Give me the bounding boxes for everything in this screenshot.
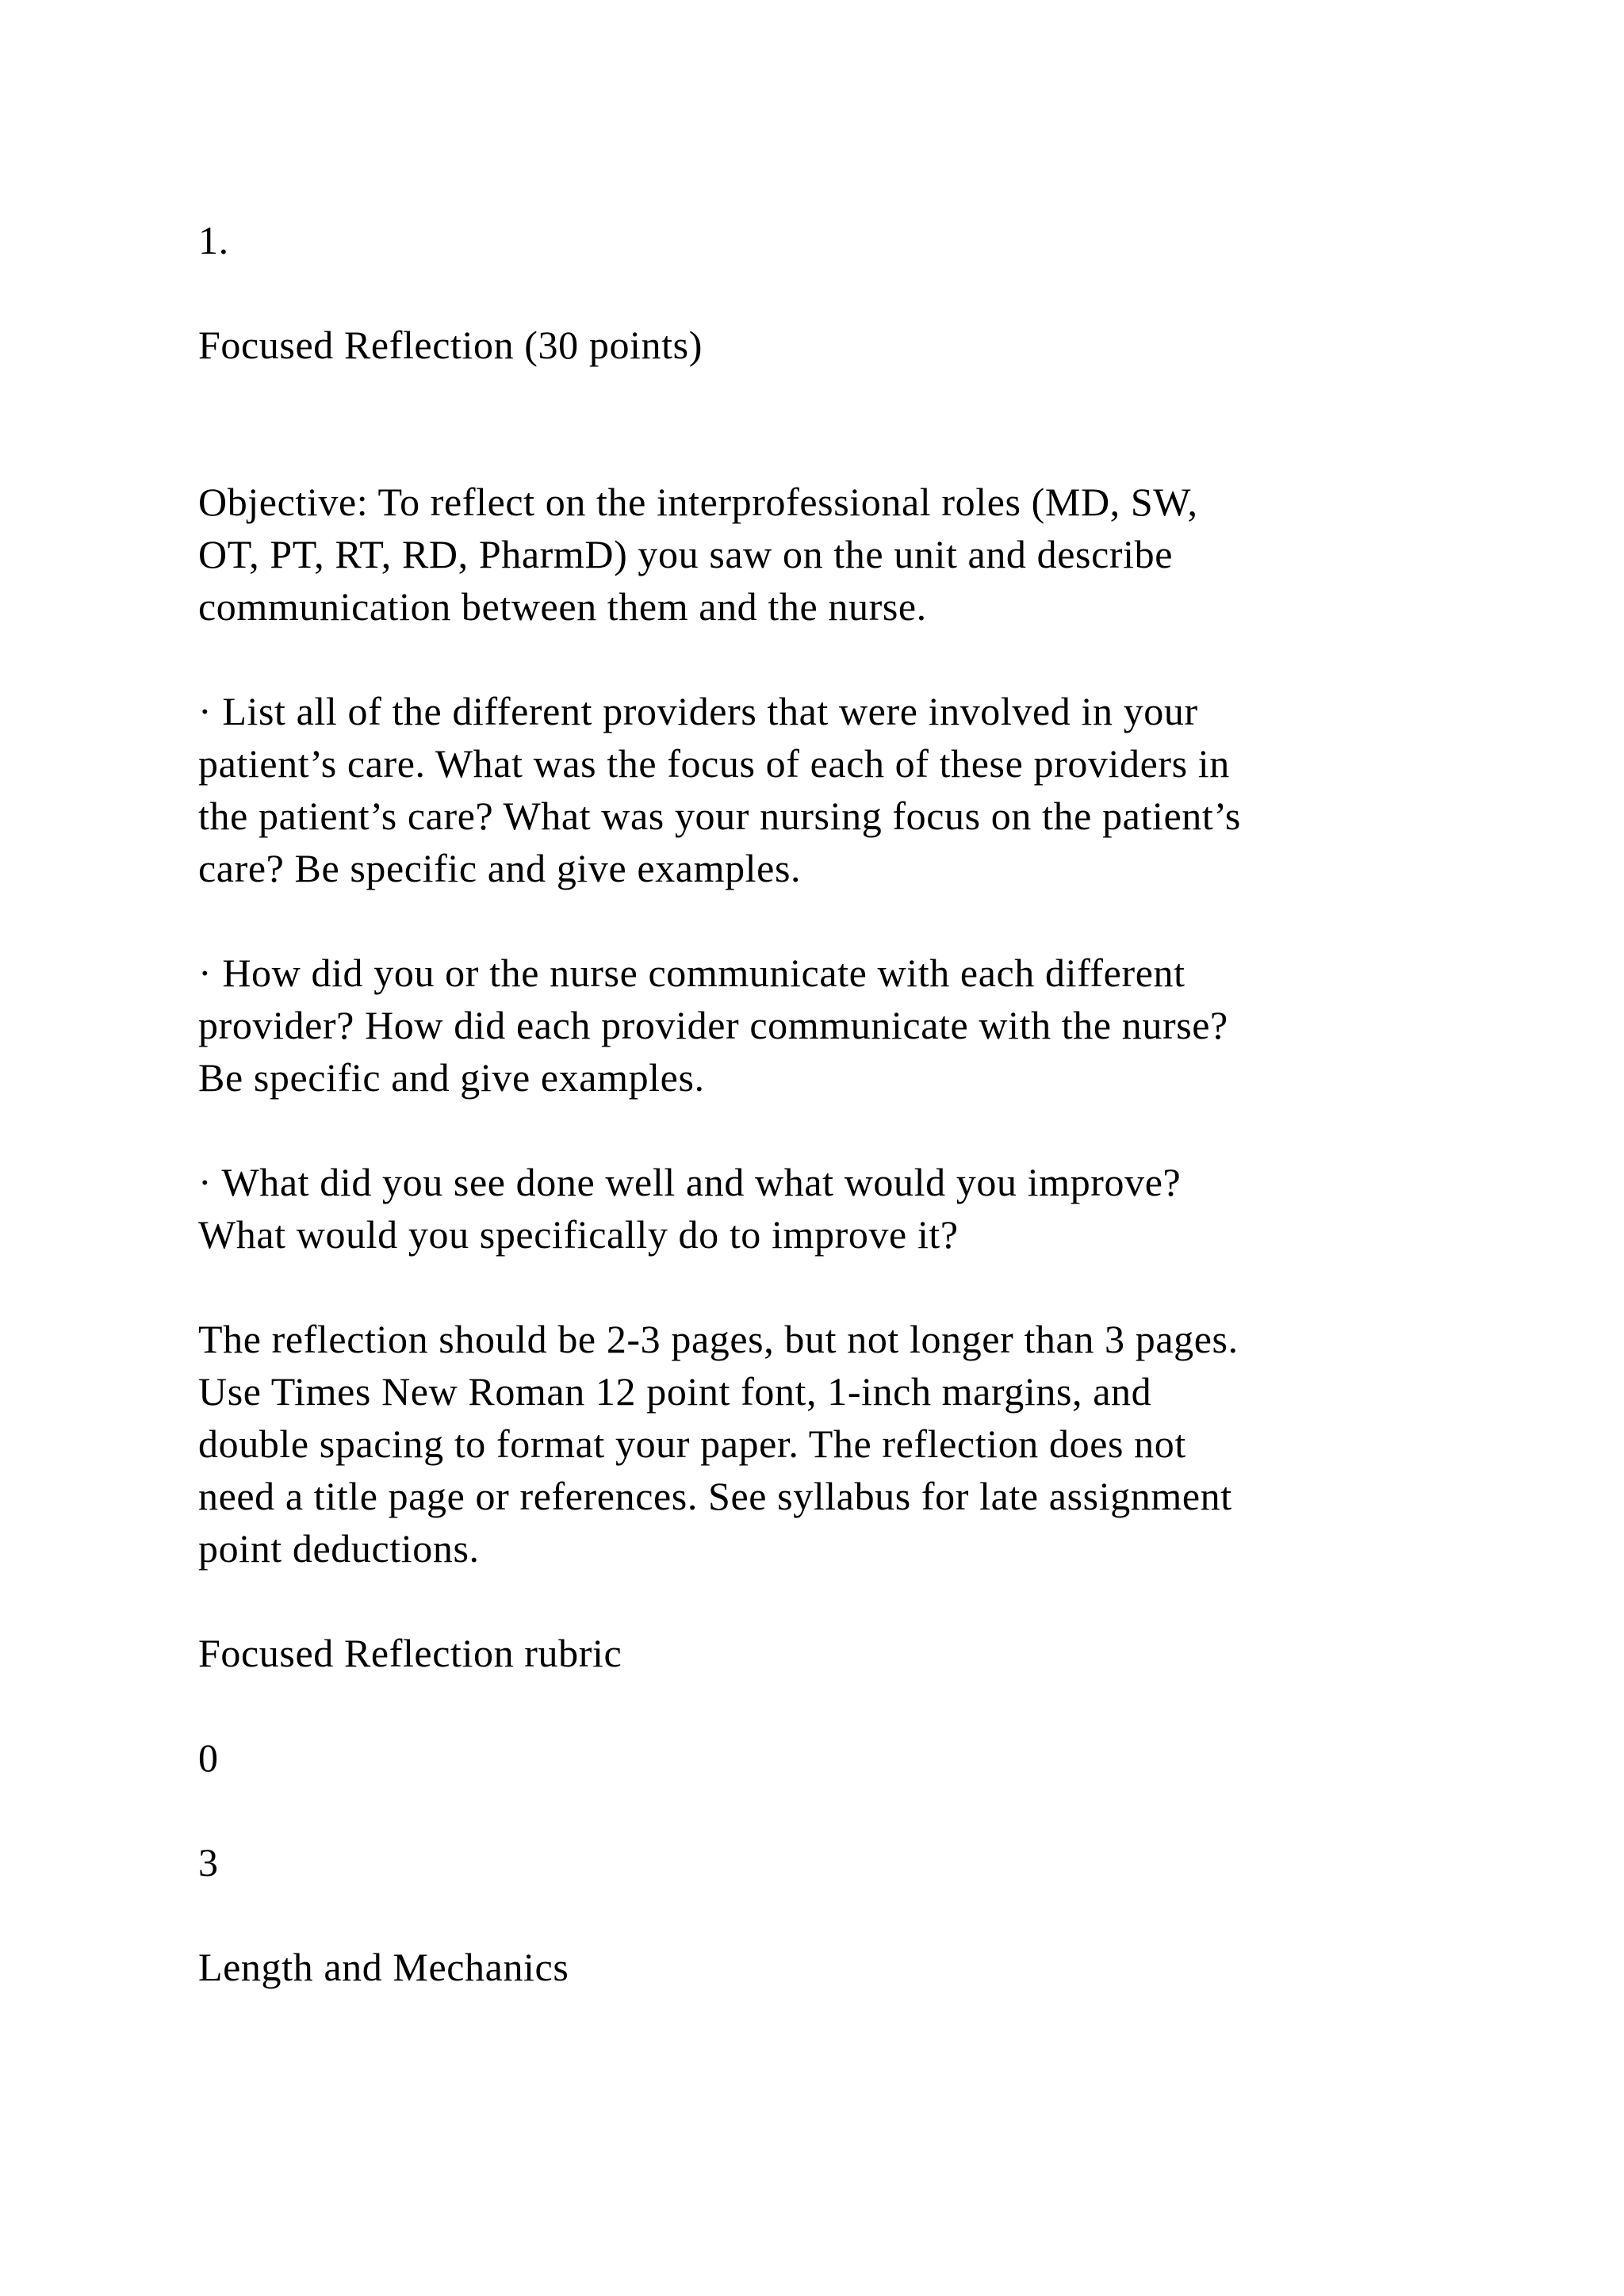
bullet-communication: · How did you or the nurse communicate with each different provider? How did each provider communicate with the nurse? Be specific and give examples. <box>198 951 1228 1100</box>
assignment-heading: Focused Reflection (30 points) <box>198 323 703 367</box>
bullet-improvement: · What did you see done well and what would you improve? What would you specifically do to improve it? <box>198 1160 1182 1257</box>
document-body <box>198 214 1467 2045</box>
objective-paragraph: Objective: To reflect on the interprofessional roles (MD, SW, OT, PT, RT, RD, PharmD) you saw on the unit and describe communication between them and the nurse. <box>198 480 1198 629</box>
rubric-score-low: 0 <box>198 1735 219 1780</box>
bullet-providers: · List all of the different providers that were involved in your patient’s care. What was the focus of each of these providers in the patient’s care? What was your nursing focus on the patient’s care? Be specific and give examples. <box>198 689 1241 890</box>
rubric-score-high: 3 <box>198 1840 219 1885</box>
rubric-title: Focused Reflection rubric <box>198 1631 622 1675</box>
item-number: 1. <box>198 218 229 262</box>
instructions-paragraph: The reflection should be 2-3 pages, but not longer than 3 pages. Use Times New Roman 12 point font, 1-inch margins, and double spacing to format your paper. The reflection does not need a title page or references. See syllabus for late assignment point deductions. <box>198 1317 1239 1571</box>
rubric-criterion: Length and Mechanics <box>198 1945 569 1989</box>
